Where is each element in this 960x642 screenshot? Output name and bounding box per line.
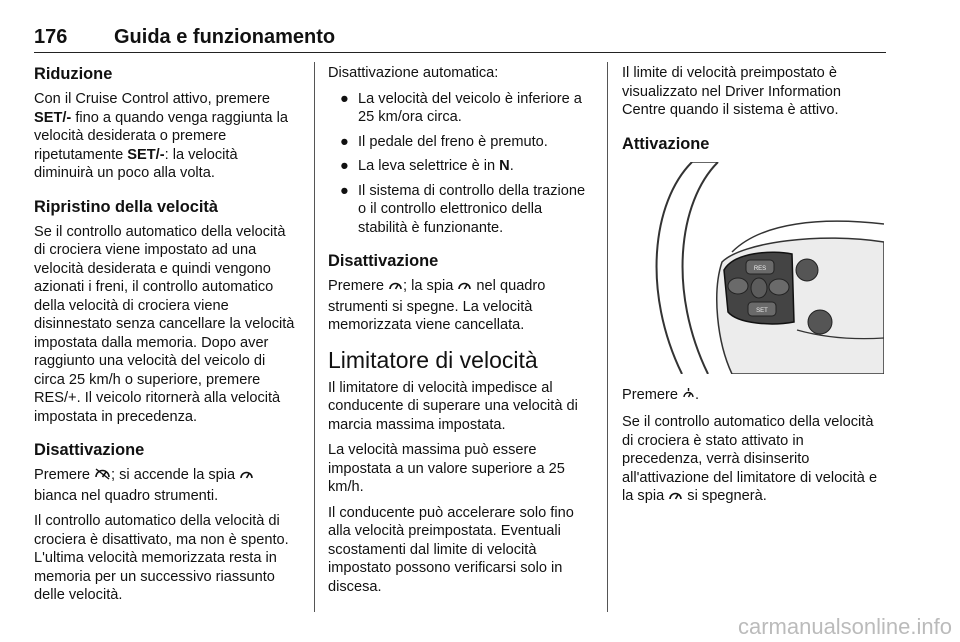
paragraph-final: Se il controllo automatico della velocità di crociera è stato attivato in precedenza, verrà disinserito all'attivazione del limitatore di velocità e la spia si spegnerà.	[622, 413, 888, 508]
cruise-indicator-icon	[457, 278, 472, 298]
paragraph-ripristino: Se il controllo automatico della velocità di crociera viene impostato ad una velocità desiderata e quindi vengono azionati i freni, il controllo automatico della velocità di crociera viene disinnestato senza cancellare la velocità impostata dalla memoria. Dopo aver raggiunto una velocità del veicolo di circa 25 km/h o superiore, premere RES/+. Il veicolo ritornerà alla velocità impostata in precedenza.	[34, 223, 295, 425]
page-header	[34, 26, 886, 53]
cruise-indicator-icon	[388, 278, 403, 298]
column-1	[34, 64, 298, 612]
paragraph-disattivazione: Premere ; la spia nel quadro strumenti si spegne. La velocità memorizzata viene cancellata.	[328, 278, 546, 333]
paragraph-limitatore-2: La velocità massima può essere impostata a un valore superiore a 25 km/h.	[328, 442, 565, 495]
list-item: ● La leva selettrice è in N.	[340, 158, 514, 174]
paragraph-disattivazione-2: Il controllo automatico della velocità di crociera è disattivato, ma non è spento. L'ultima velocità memorizzata resta in memoria per un successivo riassunto delle velocità.	[34, 513, 289, 603]
heading-riduzione: Riduzione	[34, 65, 113, 83]
watermark: carmanualsonline.info	[737, 614, 952, 639]
bullet-list	[328, 90, 594, 238]
paragraph-limitatore-1: Il limitatore di velocità impedisce al conducente di superare una velocità di marcia massima impostata.	[328, 379, 578, 433]
list-item: ● Il sistema di controllo della trazione o il controllo elettronico della stabilità è funzionante.	[340, 182, 586, 236]
set-label: SET	[756, 307, 768, 314]
column-3	[622, 64, 888, 515]
list-item: ● La velocità del veicolo è inferiore a 25 km/ora circa.	[340, 90, 582, 125]
heading-disattivazione: Disattivazione	[328, 252, 439, 270]
heading-ripristino: Ripristino della velocità	[34, 197, 218, 216]
page-title: Guida e funzionamento	[114, 26, 336, 48]
cruise-indicator-icon	[668, 488, 683, 508]
res-label: RES	[753, 265, 767, 272]
paragraph-premere: Premere .	[622, 386, 888, 407]
heading-disattivazione: Disattivazione	[34, 441, 145, 459]
cruise-cancel-icon	[94, 467, 111, 487]
column-divider	[607, 62, 608, 612]
column-divider	[314, 62, 315, 612]
steering-wheel-illustration	[622, 162, 884, 374]
page-number: 176	[34, 26, 68, 48]
list-item: ● Il pedale del freno è premuto.	[340, 133, 548, 150]
paragraph-limitatore-3: Il conducente può accelerare solo fino alla velocità preimpostata. Eventuali scostamenti dal limite di velocità impostato possono verificarsi solo in discesa.	[328, 504, 574, 595]
heading-attivazione: Attivazione	[622, 134, 710, 153]
paragraph-disattivazione-1: Premere ; si accende la spia bianca nel quadro strumenti.	[34, 466, 298, 505]
heading-limitatore: Limitatore di velocità	[328, 346, 538, 373]
speed-limiter-icon	[682, 387, 695, 407]
paragraph-limit-display: Il limite di velocità preimpostato è visualizzato nel Driver Information Centre quando il sistema è attivo.	[622, 65, 841, 118]
cruise-indicator-icon	[239, 467, 254, 487]
paragraph-riduzione: Con il Cruise Control attivo, premere SET/- fino a quando venga raggiunta la velocità desiderata o premere ripetutamente SET/-: la velocità diminuirà un poco alla volta.	[34, 91, 288, 181]
paragraph-auto-deactivation: Disattivazione automatica:	[328, 65, 499, 81]
column-2	[328, 64, 594, 603]
